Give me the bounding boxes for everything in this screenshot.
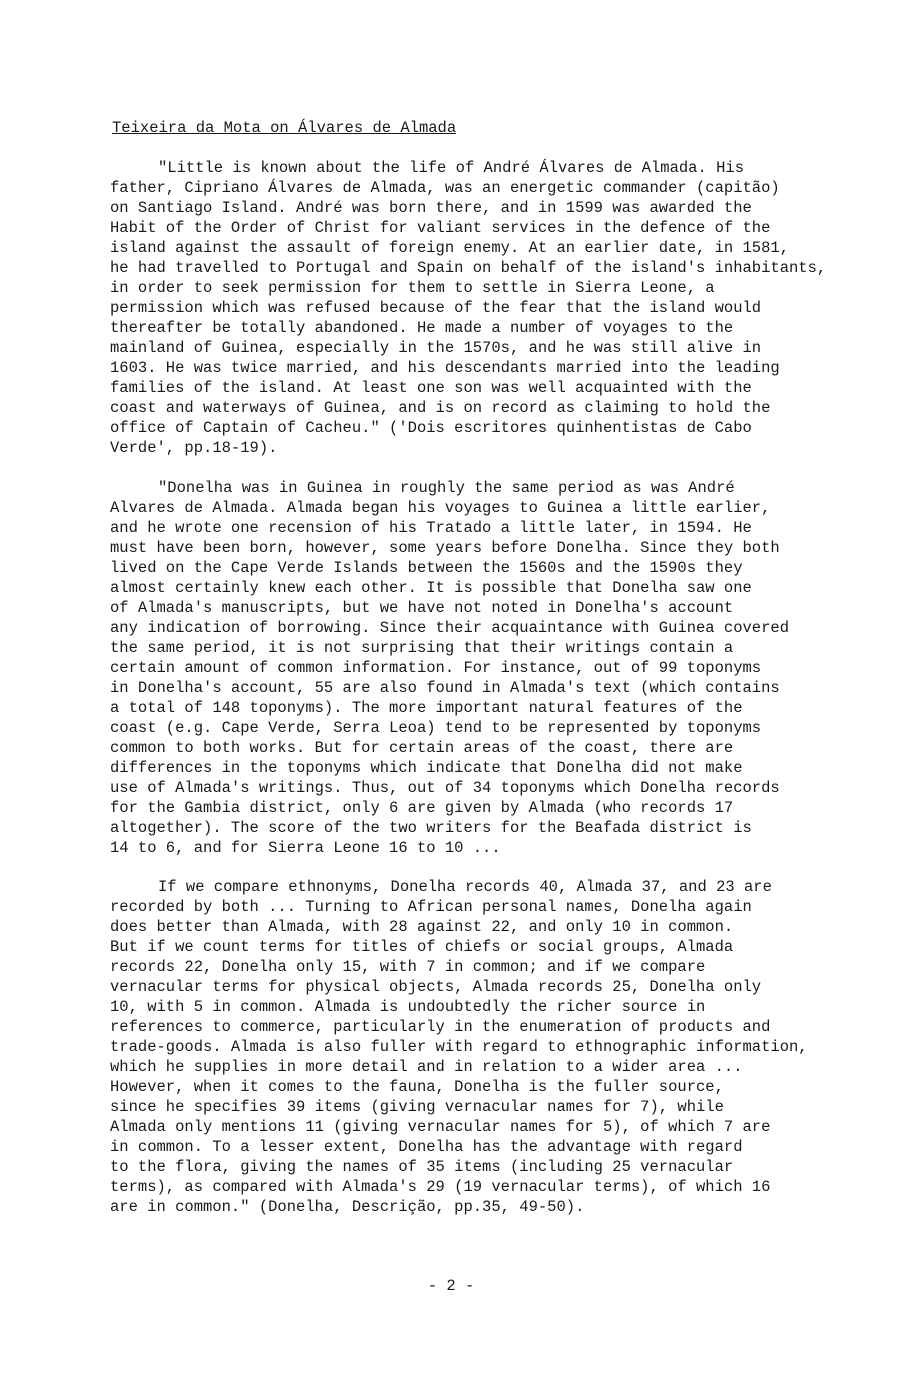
- text-line: references to commerce, particularly in the enumeration of products and: [110, 1018, 771, 1036]
- text-line: any indication of borrowing. Since their acquaintance with Guinea covered: [110, 619, 790, 637]
- text-line: vernacular terms for physical objects, Almada records 25, Donelha only: [110, 978, 762, 996]
- text-line: since he specifies 39 items (giving vernacular names for 7), while: [110, 1098, 724, 1116]
- text-line: are in common." (Donelha, Descrição, pp.35, 49-50).: [110, 1198, 585, 1216]
- text-line: differences in the toponyms which indicate that Donelha did not make: [110, 759, 743, 777]
- text-line: office of Captain of Cacheu." ('Dois escritores quinhentistas de Cabo: [110, 419, 752, 437]
- text-line: in order to seek permission for them to settle in Sierra Leone, a: [110, 279, 715, 297]
- text-line: Habit of the Order of Christ for valiant services in the defence of the: [110, 219, 771, 237]
- text-line: If we compare ethnonyms, Donelha records 40, Almada 37, and 23 are: [158, 878, 772, 896]
- text-line: the same period, it is not surprising that their writings contain a: [110, 639, 734, 657]
- text-line: 10, with 5 in common. Almada is undoubtedly the richer source in: [110, 998, 706, 1016]
- text-line: thereafter be totally abandoned. He made a number of voyages to the: [110, 319, 734, 337]
- text-line: But if we count terms for titles of chiefs or social groups, Almada: [110, 938, 734, 956]
- text-line: does better than Almada, with 28 against 22, and only 10 in common.: [110, 918, 734, 936]
- text-line: "Donelha was in Guinea in roughly the same period as was André: [158, 479, 735, 497]
- text-line: "Little is known about the life of André Álvares de Almada. His: [158, 159, 744, 177]
- paragraph-3: [110, 877, 890, 1217]
- text-line: in Donelha's account, 55 are also found in Almada's text (which contains: [110, 679, 780, 697]
- text-line: permission which was refused because of the fear that the island would: [110, 299, 762, 317]
- text-line: terms), as compared with Almada's 29 (19 vernacular terms), of which 16: [110, 1178, 771, 1196]
- text-line: certain amount of common information. For instance, out of 99 toponyms: [110, 659, 762, 677]
- section-heading: Teixeira da Mota on Álvares de Almada: [112, 119, 457, 137]
- text-line: trade-goods. Almada is also fuller with regard to ethnographic information,: [110, 1038, 808, 1056]
- text-line: coast and waterways of Guinea, and is on record as claiming to hold the: [110, 399, 771, 417]
- text-line: altogether). The score of the two writers for the Beafada district is: [110, 819, 752, 837]
- text-line: recorded by both ... Turning to African personal names, Donelha again: [110, 898, 752, 916]
- page-number: - 2 -: [427, 1277, 475, 1295]
- text-line: Verde', pp.18-19).: [110, 439, 278, 457]
- text-line: lived on the Cape Verde Islands between the 1560s and the 1590s they: [110, 559, 743, 577]
- text-line: father, Cipriano Álvares de Almada, was an energetic commander (capitão): [110, 179, 780, 197]
- text-line: on Santiago Island. André was born there, and in 1599 was awarded the: [110, 199, 752, 217]
- paragraph-1: [110, 158, 890, 458]
- text-line: Alvares de Almada. Almada began his voyages to Guinea a little earlier,: [110, 499, 771, 517]
- text-line: Almada only mentions 11 (giving vernacular names for 5), of which 7 are: [110, 1118, 771, 1136]
- text-line: and he wrote one recension of his Tratado a little later, in 1594. He: [110, 519, 752, 537]
- text-line: coast (e.g. Cape Verde, Serra Leoa) tend to be represented by toponyms: [110, 719, 762, 737]
- text-line: island against the assault of foreign enemy. At an earlier date, in 1581,: [110, 239, 790, 257]
- text-line: 14 to 6, and for Sierra Leone 16 to 10 ...: [110, 839, 501, 857]
- paragraph-2: [110, 478, 890, 858]
- text-line: he had travelled to Portugal and Spain on behalf of the island's inhabitants,: [110, 259, 827, 277]
- text-line: common to both works. But for certain areas of the coast, there are: [110, 739, 734, 757]
- text-line: for the Gambia district, only 6 are given by Almada (who records 17: [110, 799, 734, 817]
- text-line: a total of 148 toponyms). The more important natural features of the: [110, 699, 743, 717]
- text-line: 1603. He was twice married, and his descendants married into the leading: [110, 359, 780, 377]
- text-line: in common. To a lesser extent, Donelha has the advantage with regard: [110, 1138, 743, 1156]
- text-line: to the flora, giving the names of 35 items (including 25 vernacular: [110, 1158, 734, 1176]
- text-line: mainland of Guinea, especially in the 1570s, and he was still alive in: [110, 339, 762, 357]
- text-line: records 22, Donelha only 15, with 7 in common; and if we compare: [110, 958, 706, 976]
- text-line: which he supplies in more detail and in relation to a wider area ...: [110, 1058, 743, 1076]
- text-line: families of the island. At least one son was well acquainted with the: [110, 379, 752, 397]
- text-line: must have been born, however, some years before Donelha. Since they both: [110, 539, 780, 557]
- text-line: use of Almada's writings. Thus, out of 34 toponyms which Donelha records: [110, 779, 780, 797]
- text-line: almost certainly knew each other. It is possible that Donelha saw one: [110, 579, 752, 597]
- text-line: However, when it comes to the fauna, Donelha is the fuller source,: [110, 1078, 724, 1096]
- text-line: of Almada's manuscripts, but we have not noted in Donelha's account: [110, 599, 734, 617]
